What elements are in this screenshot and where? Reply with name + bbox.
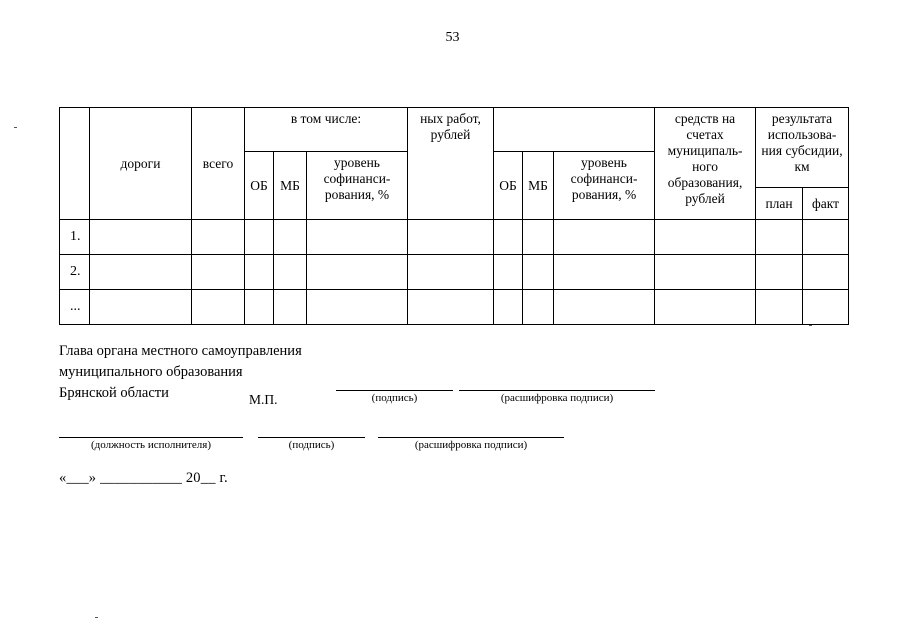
cell-ob-2 <box>494 220 523 255</box>
signatory-line-3: Брянской области <box>59 385 169 402</box>
scan-artifact-bottom <box>95 617 98 618</box>
cell-roads <box>90 220 192 255</box>
cell-ob-2 <box>494 255 523 290</box>
signatory-line-1: Глава органа местного самоуправления <box>59 343 302 359</box>
cell-funds-accounts <box>655 220 756 255</box>
cell-mb-1 <box>274 220 307 255</box>
cell-fact <box>803 255 849 290</box>
header-cell-roads: дороги <box>90 108 192 220</box>
scan-artifact-right <box>809 325 812 326</box>
date-line: «___» ___________ 20__ г. <box>59 470 228 486</box>
header-cell-plan: план <box>756 188 803 220</box>
table-row <box>60 290 849 325</box>
scan-artifact-left <box>14 127 17 128</box>
table-row <box>60 220 849 255</box>
header-cell-including: в том числе: <box>245 108 408 152</box>
cell-ob-1 <box>245 255 274 290</box>
cell-mb-2 <box>523 220 554 255</box>
header-cell-ob-1: ОБ <box>245 152 274 220</box>
report-table <box>59 107 849 325</box>
signature-caption-2: (подпись) <box>288 439 335 451</box>
row-number: 1. <box>60 220 90 255</box>
cell-cofin-2 <box>554 220 655 255</box>
decoding-caption-2: (расшифровка подписи) <box>414 439 528 451</box>
header-cell-fact: факт <box>803 188 849 220</box>
row-number: ... <box>60 290 90 325</box>
header-cell-group2 <box>494 108 655 152</box>
cell-cofin-2 <box>554 290 655 325</box>
cell-fact <box>803 220 849 255</box>
cell-plan <box>756 255 803 290</box>
position-caption: (должность исполнителя) <box>91 439 211 451</box>
cell-works-rub <box>408 255 494 290</box>
position-line <box>59 437 243 438</box>
cell-cofin-1 <box>307 290 408 325</box>
decoding-line-2 <box>378 437 564 438</box>
cell-cofin-1 <box>307 220 408 255</box>
header-cell-funds-accounts: средств на счетах муниципаль-ного образования, рублей <box>655 108 756 220</box>
header-cell-index <box>60 108 90 220</box>
cell-mb-1 <box>274 290 307 325</box>
cell-roads <box>90 255 192 290</box>
cell-plan <box>756 220 803 255</box>
page-number: 53 <box>445 30 460 45</box>
stamp-label: М.П. <box>249 392 278 407</box>
cell-ob-1 <box>245 220 274 255</box>
cell-mb-2 <box>523 290 554 325</box>
decoding-line-1 <box>459 390 655 391</box>
cell-ob-1 <box>245 290 274 325</box>
header-cell-total: всего <box>192 108 245 220</box>
cell-plan <box>756 290 803 325</box>
table-row <box>60 255 849 290</box>
cell-funds-accounts <box>655 255 756 290</box>
decoding-caption-1: (расшифровка подписи) <box>500 392 614 404</box>
header-cell-cofin-1: уровень софинанси-рования, % <box>307 152 408 220</box>
cell-total <box>192 255 245 290</box>
signature-line-2 <box>258 437 365 438</box>
cell-mb-1 <box>274 255 307 290</box>
header-cell-works-rub: ных работ, рублей <box>408 108 494 220</box>
header-cell-mb-1: МБ <box>274 152 307 220</box>
signature-caption-1: (подпись) <box>371 392 418 404</box>
cell-cofin-2 <box>554 255 655 290</box>
cell-total <box>192 290 245 325</box>
header-cell-result: результата использова-ния субсидии, км <box>756 108 849 188</box>
cell-ob-2 <box>494 290 523 325</box>
cell-works-rub <box>408 220 494 255</box>
header-cell-ob-2: ОБ <box>494 152 523 220</box>
signature-line-1 <box>336 390 453 391</box>
cell-funds-accounts <box>655 290 756 325</box>
cell-works-rub <box>408 290 494 325</box>
cell-total <box>192 220 245 255</box>
header-cell-mb-2: МБ <box>523 152 554 220</box>
signatory-line-2: муниципального образования <box>59 364 243 381</box>
cell-mb-2 <box>523 255 554 290</box>
cell-cofin-1 <box>307 255 408 290</box>
cell-fact <box>803 290 849 325</box>
row-number: 2. <box>60 255 90 290</box>
header-cell-cofin-2: уровень софинанси-рования, % <box>554 152 655 220</box>
cell-roads <box>90 290 192 325</box>
table-header-row-1 <box>60 108 849 152</box>
